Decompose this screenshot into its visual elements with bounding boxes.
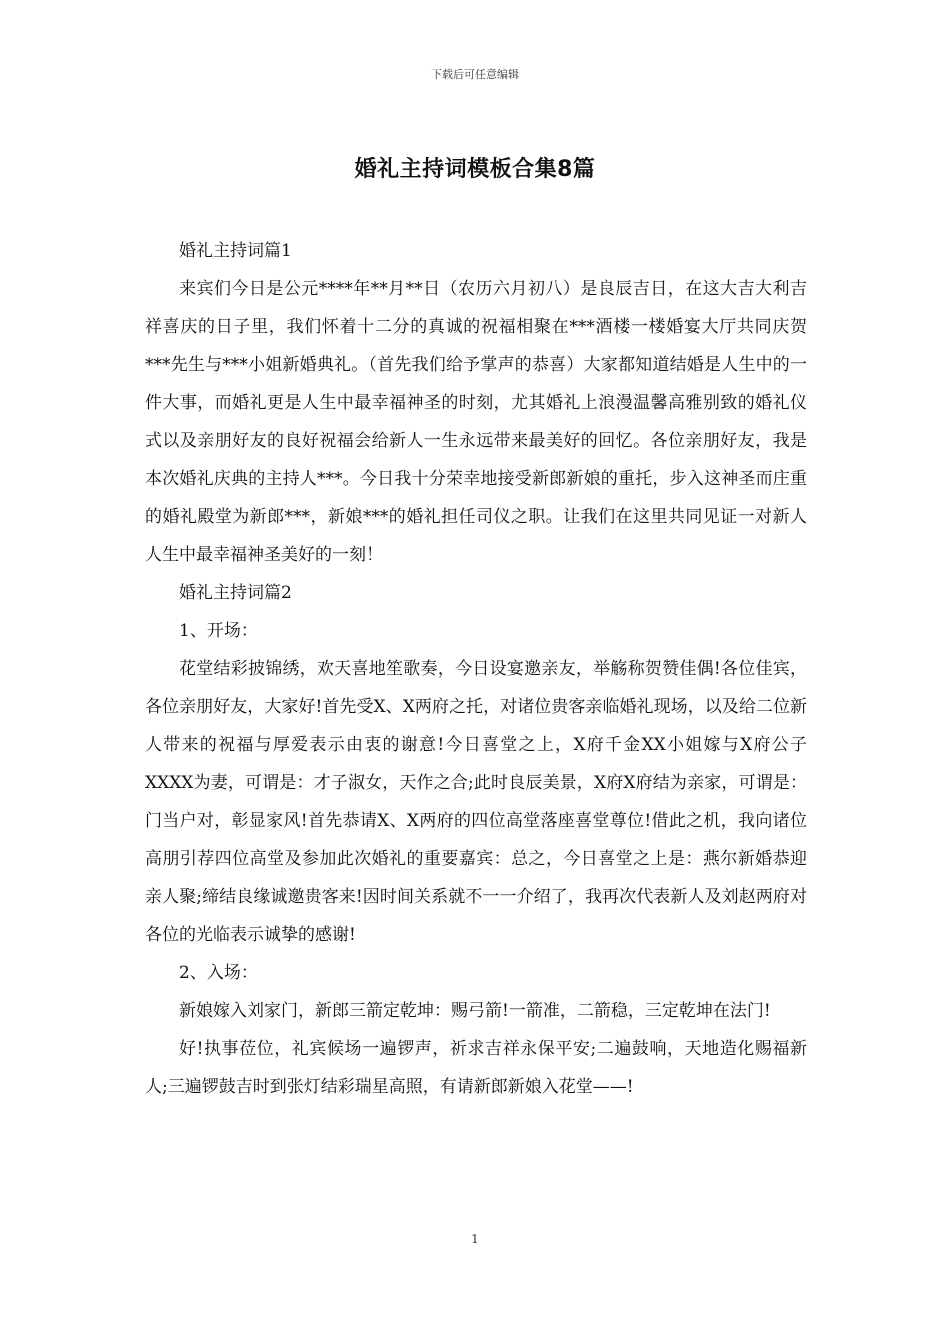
document-title: 婚礼主持词模板合集8篇	[354, 157, 596, 182]
page-number: 1	[471, 1232, 479, 1246]
paragraph: 好!执事莅位，礼宾候场一遍锣声，祈求吉祥永保平安;二遍鼓响，天地造化赐福新人;三遍锣鼓吉时到张灯结彩瑞星高照，有请新郎新娘入花堂——!	[145, 1039, 807, 1097]
page-header: 下载后可任意编辑	[431, 68, 519, 81]
paragraph: 花堂结彩披锦绣，欢天喜地笙歌奏，今日设宴邀亲友，举觞称贺赞佳偶!各位佳宾，各位亲朋好友，大家好!首先受X、X两府之托，对诸位贵客亲临婚礼现场，以及给二位新人带来的祝福与厚爱表示由衷的谢意!今日喜堂之上，X府千金XX小姐嫁与X府公子XXXX为妻，可谓是：才子淑女，天作之合;此时良辰美景，X府X府结为亲家，可谓是：门当户对，彰显家风!首先恭请X、X两府的四位高堂落座喜堂尊位!借此之机，我向诸位高朋引荐四位高堂及参加此次婚礼的重要嘉宾：总之，今日喜堂之上是：燕尔新婚恭迎亲人聚;缔结良缘诚邀贵客来!因时间关系就不一一介绍了，我再次代表新人及刘赵两府对各位的光临表示诚挚的感谢!	[145, 659, 807, 945]
subheading-opening: 1、开场：	[179, 621, 258, 641]
paragraph: 新娘嫁入刘家门，新郎三箭定乾坤：赐弓箭!一箭准，二箭稳，三定乾坤在法门!	[179, 1001, 771, 1021]
subheading-entrance: 2、入场：	[179, 963, 258, 983]
paragraph: 来宾们今日是公元****年**月**日（农历六月初八）是良辰吉日，在这大吉大利吉祥喜庆的日子里，我们怀着十二分的真诚的祝福相聚在***酒楼一楼婚宴大厅共同庆贺***先生与***小姐新婚典礼。（首先我们给予掌声的恭喜）大家都知道结婚是人生中的一件大事，而婚礼更是人生中最幸福神圣的时刻，尤其婚礼上浪漫温馨高雅别致的婚礼仪式以及亲朋好友的良好祝福会给新人一生永远带来最美好的回忆。各位亲朋好友，我是本次婚礼庆典的主持人***。今日我十分荣幸地接受新郎新娘的重托，步入这神圣而庄重的婚礼殿堂为新郎***，新娘***的婚礼担任司仪之职。让我们在这里共同见证一对新人人生中最幸福神圣美好的一刻！	[145, 279, 807, 565]
document-body	[145, 232, 807, 1106]
section-heading-2: 婚礼主持词篇2	[179, 583, 292, 603]
section-heading-1: 婚礼主持词篇1	[179, 241, 292, 261]
